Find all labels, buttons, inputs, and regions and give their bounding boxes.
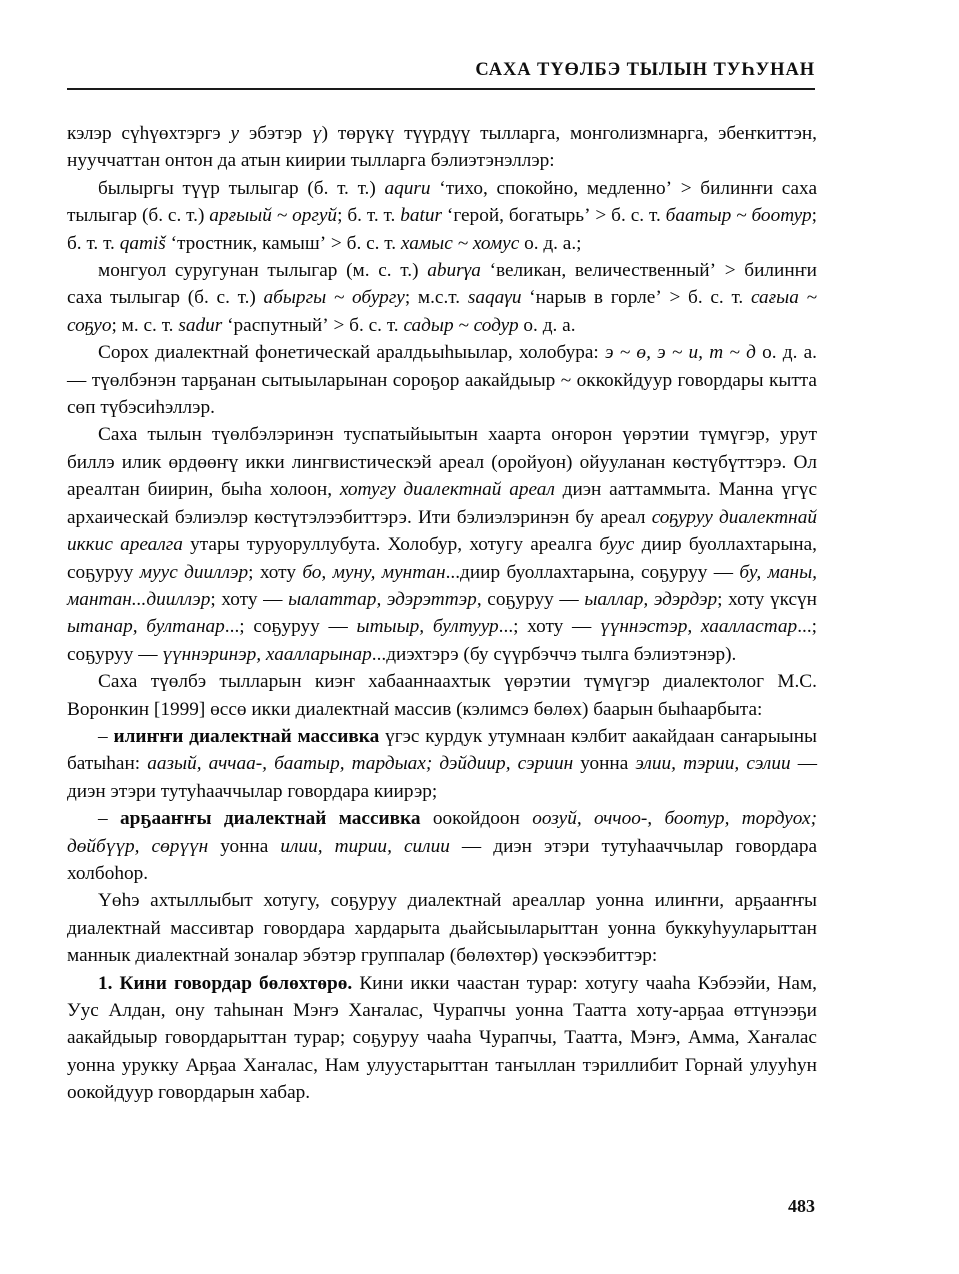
italic-term: соҕуруу диалектнай иккис ареалга: [67, 506, 817, 556]
page-body-text: [67, 120, 817, 1107]
text-run: уонна: [208, 835, 281, 857]
text-run: утары туруоруллубута. Холобур, хотугу ареалга: [182, 534, 600, 556]
italic-term: ытыыр, бултуур: [356, 616, 499, 638]
italic-term: aquru: [384, 177, 431, 199]
body-paragraph: [67, 120, 817, 175]
body-paragraph: [67, 257, 817, 339]
italic-term: ыаллар, эдэрдэр: [584, 588, 718, 610]
italic-term: aburγa: [427, 260, 481, 282]
body-paragraph: [67, 339, 817, 421]
italic-term: абыргы ~ обургу: [263, 287, 405, 309]
text-run: ...; соҕуруу —: [224, 616, 357, 638]
italic-term: аазый, аччаа-, баатыр, тардыах; дэйдиир, сэриин: [147, 753, 574, 775]
italic-term: бу, маны, мантан...дииллэр: [67, 561, 817, 610]
running-head-title: САХА ТҮӨЛБЭ ТЫЛЫН ТУҺУНАН: [475, 60, 815, 80]
italic-term: оозуй, оччоо-, боотур, тордуох; дөйбүүр, сөрүүн: [67, 808, 817, 857]
bold-term: илиҥҥи диалектнай массивка: [113, 725, 380, 747]
header-rule-divider: [67, 88, 815, 90]
text-run: ...; соҕуруу —: [67, 616, 818, 665]
text-run: монгуол суругунан тылыгар (м. с. т.): [98, 260, 428, 282]
text-run: ʻгерой, богатырьʼ > б. с. т.: [442, 205, 666, 227]
text-run: Үөһэ ахтыллыбыт хотугу, соҕуруу диалектнай ареаллар уонна илиҥҥи, арҕааҥҥы диалектнай массивтар говордара хардарыта дьайсыыларыттан уонна буккуһууларыттан маннык диалектнай зоналар эбэтэр группалар (бөлөхтөр) үөскээбиттэр:: [67, 890, 817, 967]
text-run: ; хоту —: [210, 588, 289, 610]
text-run: Сорох диалектнай фонетическай аралдьыһыылар, холобура:: [98, 342, 606, 364]
italic-term: үүннэстэр, хаалластар: [600, 616, 798, 638]
body-paragraph: [67, 723, 817, 805]
italic-term: ыалаттар, эдэрэттэр: [288, 588, 477, 610]
text-run: ...диэхтэрэ (бу сүүрбэччэ тылга бэлиэтэнэр).: [371, 643, 737, 665]
italic-term: илии, тирии, силии: [280, 835, 450, 857]
text-run: о. д. а.;: [519, 232, 582, 254]
italic-term: үүннэринэр, хаалларынар: [162, 643, 372, 665]
text-run: диир буоллахтарына, соҕуруу: [67, 534, 817, 583]
italic-term: batur: [400, 205, 443, 227]
italic-term: у: [230, 123, 240, 144]
italic-term: saqaγu: [467, 287, 522, 309]
text-run: кэлэр сүһүөхтэргэ: [67, 123, 231, 144]
text-run: Саха түөлбэ тылларын киэҥ хабааннаахтык үөрэтии түмүгэр диалектолог М.С. Воронкин [1999] өссө икки диалектнай массив (кэлимсэ бөлөх) баарын быһаарбыта:: [67, 671, 817, 720]
body-paragraph: [67, 668, 817, 723]
text-run: ...; хоту —: [498, 616, 601, 638]
body-paragraph: [67, 970, 817, 1107]
text-run: уонна: [573, 753, 636, 775]
page-number: 483: [788, 1196, 815, 1216]
italic-term: ү: [311, 123, 322, 144]
text-run: диэн ааттаммыта. Манна үгүс архаическай бэлиэлэр көстүтэлээбиттэрэ. Ити бэлиэлэринэн бу ареал: [67, 479, 817, 528]
text-run: ) төрүкү түүрдүү тылларга, монголизмнарга, эбеҥкиттэн, нууччаттан онтон да атын киирии тылларга бэлиэтэнэллэр:: [67, 123, 817, 172]
text-run: ʻнарыв в горлеʼ > б. с. т.: [521, 287, 751, 309]
text-run: Кини икки чаастан турар: хотугу чааһа Кэбээйи, Нам, Уус Алдан, ону таһынан Мэҥэ Хаҥалас, Чурапчы уонна Таатта хоту-арҕаа өттүнээҕи аакайдыыр говордарыттан турар; соҕуруу чааһа Чурапчы, Таатта, Мэҥэ, Амма, Хаҥалас уонна урукку Арҕаа Хаҥалас, Нам улуустарыттан таҥыллан тэриллибит Горнай улууһун оокойдуур говордарын хабар.: [67, 972, 817, 1104]
italic-term: хотугу диалектнай ареал: [339, 479, 555, 501]
text-run: ; м. с. т.: [111, 314, 179, 336]
text-run: ; хоту үксүн: [717, 588, 817, 610]
text-run: –: [98, 808, 120, 830]
text-run: ; м.с.т.: [404, 287, 468, 309]
text-run: –: [98, 725, 114, 747]
italic-term: sadur: [178, 314, 223, 336]
text-run: ; б. т. т.: [337, 205, 401, 227]
italic-term: бо, муну, мунтан: [302, 561, 446, 583]
body-paragraph: [67, 805, 817, 887]
italic-term: хамыс ~ хомус: [400, 232, 520, 254]
body-paragraph: [67, 421, 817, 668]
body-paragraph: [67, 887, 817, 969]
text-run: о. д. а. — түөлбэнэн тарҕанан сытыыларынан сороҕор аакайдыыр ~ оккокйдуур говордары кытта сөп түбэсиһэллэр.: [67, 342, 818, 419]
text-run: ʻтихо, спокойно, медленноʼ > билинҥи саха тылыгар (б. с. т.): [67, 177, 817, 227]
italic-term: сағыа ~ соҕуо: [67, 287, 817, 336]
italic-term: баатыр ~ боотур: [665, 205, 812, 227]
italic-term: садыр ~ содур: [403, 314, 519, 336]
text-run: — диэн этэри тутуһааччылар говордара холбоһор.: [67, 835, 818, 884]
text-run: ʻраспутныйʼ > б. с. т.: [222, 314, 404, 336]
text-run: ...диир буоллахтарына, соҕуруу —: [445, 561, 740, 583]
italic-term: дииллэр: [184, 561, 249, 583]
italic-term: элии, тэрии, сэлии: [635, 753, 791, 775]
text-run: , соҕуруу —: [476, 588, 585, 610]
text-run: оокойдоон: [420, 808, 533, 830]
text-run: эбэтэр: [239, 123, 312, 144]
body-paragraph: [67, 175, 817, 257]
text-run: былыргы түүр тылыгар (б. т. т.): [98, 177, 385, 199]
bold-term: арҕааҥҥы диалектнай массивка: [120, 808, 421, 830]
text-run: Саха тылын түөлбэлэринэн туспатыйыытын хаарта оҥорон үөрэтии түмүгэр, урут биллэ илик өрдөөҥү икки лингвистическэй ареал (оройуон) ойууланан көстүбүттэрэ. Ол ареалтан биирин, быһа холоон,: [67, 424, 817, 501]
bold-term: 1. Кини говордар бөлөхтөрө.: [98, 972, 353, 994]
text-run: ʻтростник, камышʼ > б. с. т.: [165, 232, 401, 254]
text-run: о. д. а.: [518, 314, 576, 336]
italic-term: буус: [599, 534, 635, 556]
italic-term: qamiš: [119, 232, 166, 254]
text-run: ʻвеликан, величественныйʼ > билинҥи саха тылыгар (б. с. т.): [67, 260, 817, 309]
text-run: ; хоту: [248, 561, 303, 583]
italic-term: э ~ ө, э ~ и, т ~ д: [605, 342, 756, 364]
italic-term: арғыый ~ оргуй: [209, 205, 338, 227]
italic-term: ытанар, бултанар: [67, 616, 225, 638]
text-run: үгэс курдук утумнаан кэлбит аакайдаан саҥарыыны батыһан:: [67, 725, 818, 775]
text-run: ; б. т. т.: [67, 205, 817, 254]
text-run: — диэн этэри тутуһааччылар говордара киирэр;: [67, 753, 818, 802]
italic-term: муус: [139, 561, 178, 583]
